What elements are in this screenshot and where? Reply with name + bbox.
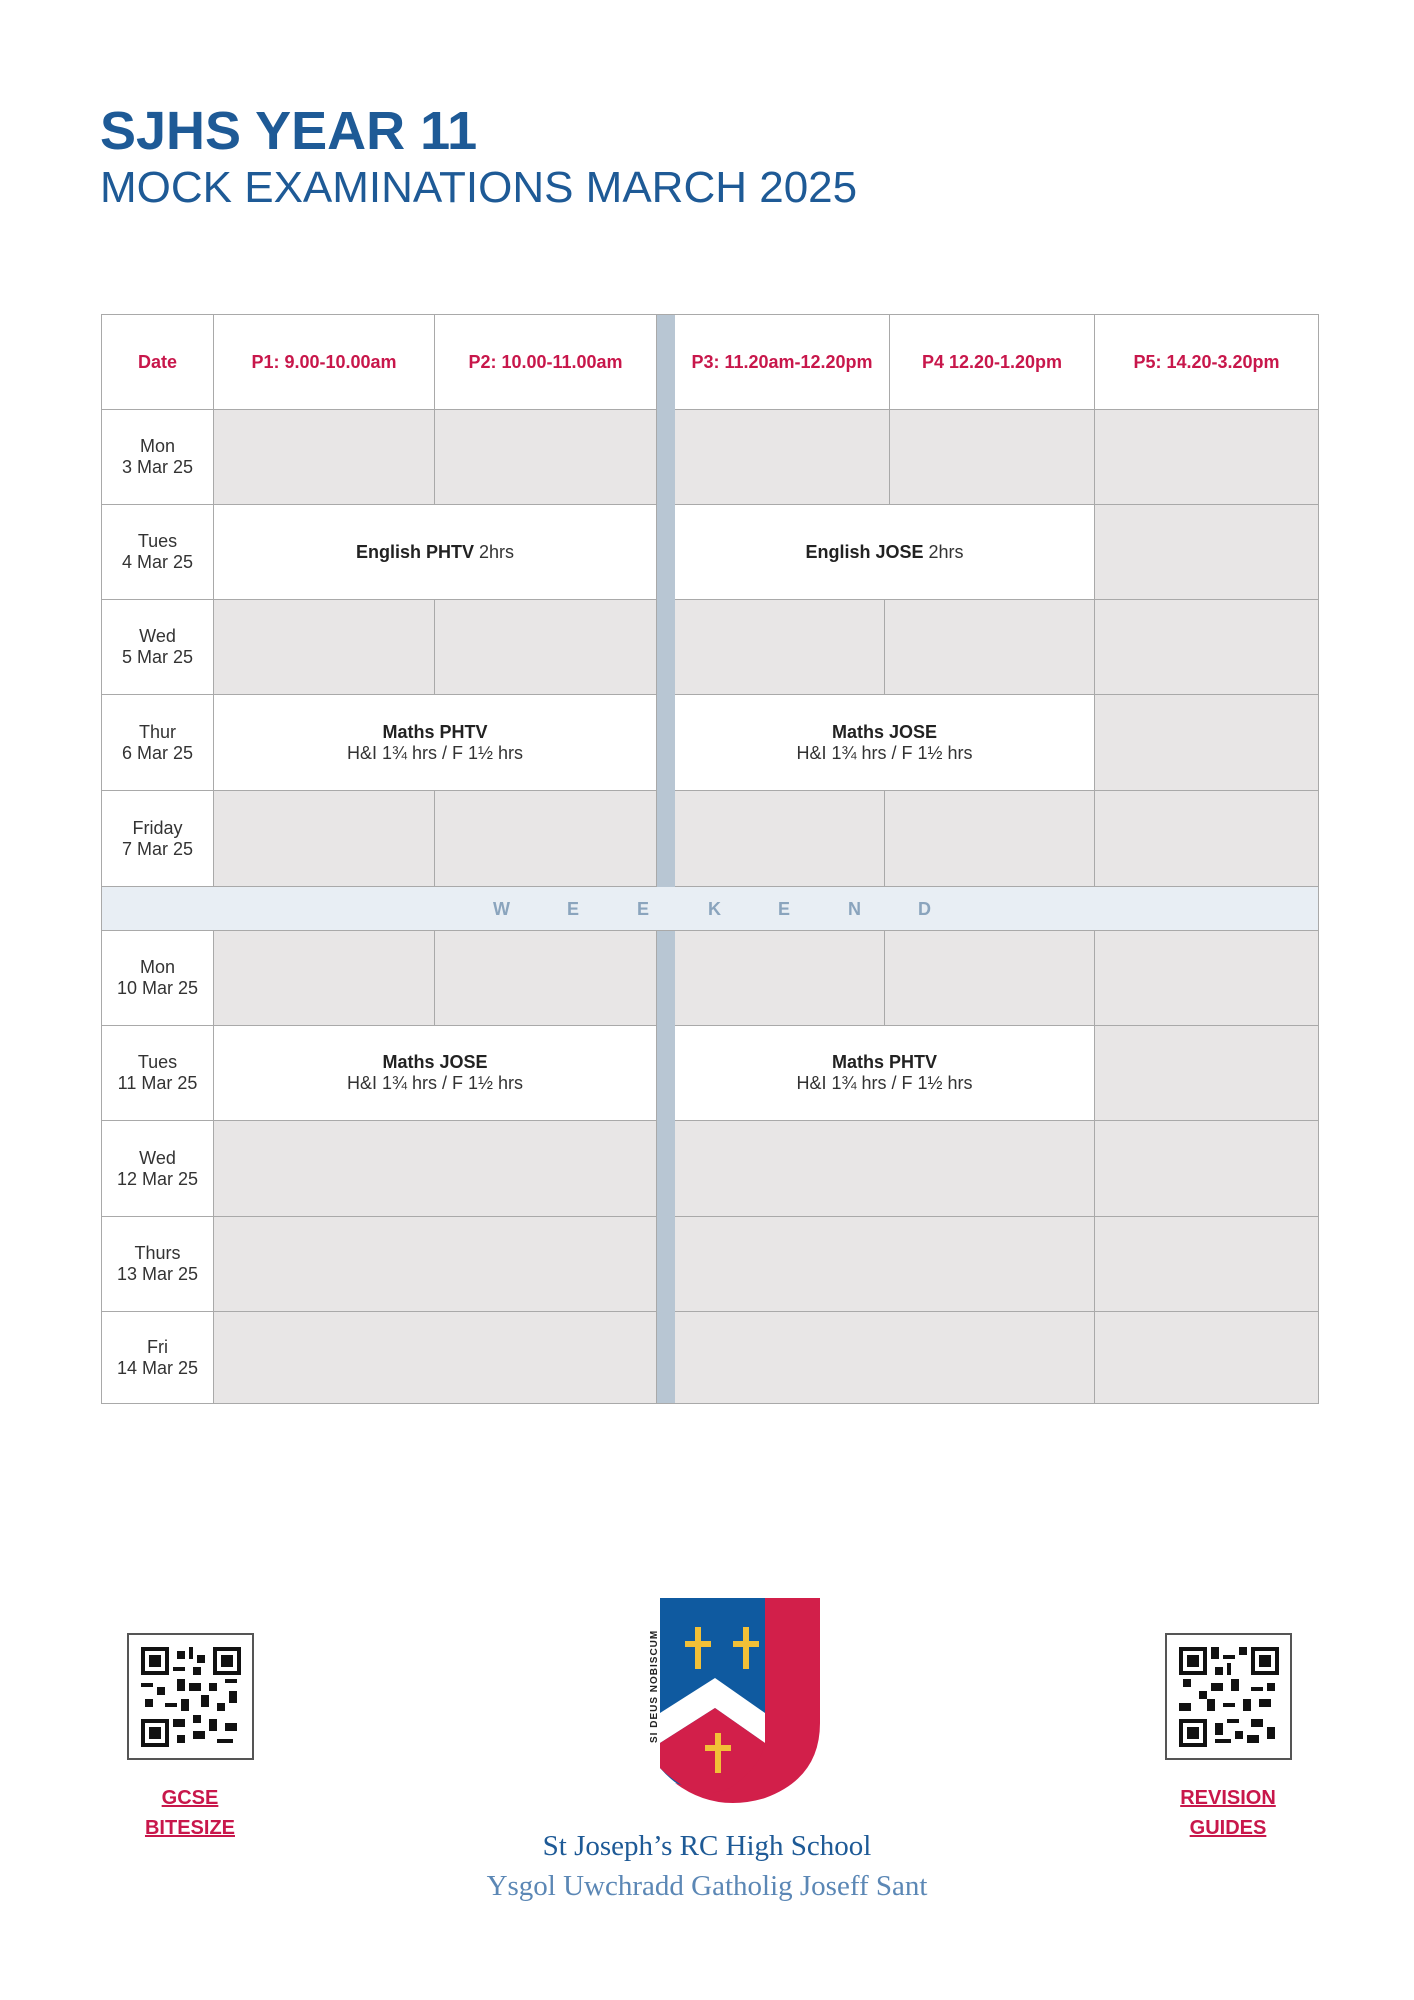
row-date <box>102 505 214 600</box>
empty-slot <box>1095 1312 1318 1403</box>
page-title: SJHS YEAR 11 <box>100 101 478 161</box>
row-date <box>102 410 214 505</box>
exam-duration: 2hrs <box>479 541 515 562</box>
row-date-value: 3 Mar 25 <box>121 457 194 477</box>
column-header-p1: P1: 9.00-10.00am <box>214 315 435 410</box>
row-date-value: 12 Mar 25 <box>116 1168 199 1189</box>
empty-slot <box>435 600 657 695</box>
empty-slot <box>1095 600 1318 695</box>
row-date <box>102 791 214 887</box>
empty-slot <box>214 1312 657 1403</box>
exam-detail: H&I 1¾ hrs / F 1½ hrs <box>346 742 524 763</box>
empty-slot <box>675 791 885 887</box>
empty-slot <box>885 791 1095 887</box>
empty-slot <box>885 600 1095 695</box>
school-crest-logo <box>635 1593 835 1813</box>
empty-slot <box>214 931 435 1026</box>
empty-slot <box>1095 931 1318 1026</box>
row-day: Thurs <box>134 1243 181 1263</box>
crest-motto: SI DEUS NOBISCUM <box>649 1629 660 1743</box>
empty-slot <box>675 1217 1095 1312</box>
row-day: Wed <box>139 1147 176 1168</box>
row-date <box>102 931 214 1026</box>
qr-code-revision-guides[interactable] <box>1165 1633 1292 1760</box>
row-date <box>102 1121 214 1217</box>
empty-slot <box>675 600 885 695</box>
empty-slot <box>1095 695 1318 791</box>
qr-code-icon <box>141 1647 241 1747</box>
row-date <box>102 1026 214 1121</box>
empty-slot <box>1095 1121 1318 1217</box>
exam-subject: English PHTV <box>355 541 474 562</box>
row-day: Fri <box>147 1336 168 1357</box>
link-line: GUIDES <box>1189 1817 1267 1839</box>
empty-slot <box>885 931 1095 1026</box>
exam-subject: English JOSE <box>805 541 924 562</box>
weekend-letter: N <box>848 899 861 919</box>
exam-subject: Maths JOSE <box>831 721 938 742</box>
weekend-letter: K <box>708 899 721 919</box>
empty-slot <box>1095 505 1318 600</box>
row-date <box>102 600 214 695</box>
school-name-welsh: Ysgol Uwchradd Gatholig Joseff Sant <box>486 1870 928 1902</box>
weekend-letter: E <box>567 899 580 919</box>
link-line: BITESIZE <box>144 1817 235 1839</box>
empty-slot <box>675 1121 1095 1217</box>
exam-subject: Maths PHTV <box>382 721 488 742</box>
row-date-value: 4 Mar 25 <box>121 552 194 572</box>
row-date <box>102 1312 214 1403</box>
empty-slot <box>214 600 435 695</box>
empty-slot <box>435 931 657 1026</box>
row-date <box>102 695 214 791</box>
exam-maths-phtv <box>214 695 657 791</box>
row-date-value: 6 Mar 25 <box>121 742 194 763</box>
break-divider <box>657 931 675 1403</box>
empty-slot <box>1095 1026 1318 1121</box>
link-line: REVISION <box>1180 1787 1276 1809</box>
row-day: Wed <box>139 626 176 646</box>
qr-code-bitesize[interactable] <box>127 1633 254 1760</box>
empty-slot <box>890 410 1095 505</box>
break-divider <box>657 315 675 887</box>
empty-slot <box>435 791 657 887</box>
row-day: Mon <box>139 957 175 977</box>
empty-slot <box>1095 410 1318 505</box>
weekend-letter: E <box>778 899 791 919</box>
row-date-value: 10 Mar 25 <box>116 978 199 998</box>
row-day: Friday <box>132 817 183 838</box>
column-header-p2: P2: 10.00-11.00am <box>435 315 657 410</box>
empty-slot <box>214 791 435 887</box>
empty-slot <box>675 410 890 505</box>
row-date-value: 14 Mar 25 <box>116 1357 199 1378</box>
weekend-letter: E <box>637 899 650 919</box>
page-subtitle: MOCK EXAMINATIONS MARCH 2025 <box>100 163 858 212</box>
row-day: Thur <box>138 721 176 742</box>
school-name: St Joseph’s RC High School <box>542 1830 872 1862</box>
column-header-p4: P4 12.20-1.20pm <box>890 315 1095 410</box>
exam-maths-phtv <box>675 1026 1095 1121</box>
exam-detail: H&I 1¾ hrs / F 1½ hrs <box>796 742 973 763</box>
weekend-letter: D <box>918 899 931 919</box>
empty-slot <box>1095 791 1318 887</box>
empty-slot <box>1095 1217 1318 1312</box>
empty-slot <box>675 931 885 1026</box>
exam-timetable <box>101 314 1319 1404</box>
exam-maths-jose <box>214 1026 657 1121</box>
exam-detail: H&I 1¾ hrs / F 1½ hrs <box>346 1073 524 1093</box>
link-line: GCSE <box>161 1787 219 1809</box>
exam-subject: Maths JOSE <box>382 1052 488 1072</box>
empty-slot <box>435 410 657 505</box>
row-date-value: 5 Mar 25 <box>121 647 194 667</box>
exam-english-phtv <box>214 505 657 600</box>
empty-slot <box>214 410 435 505</box>
qr-code-icon <box>1179 1647 1279 1747</box>
weekend-band <box>102 887 1318 931</box>
row-date-value: 11 Mar 25 <box>117 1073 198 1093</box>
empty-slot <box>214 1121 657 1217</box>
row-day: Tues <box>137 1052 178 1072</box>
row-date-value: 7 Mar 25 <box>121 838 194 859</box>
exam-subject: Maths PHTV <box>831 1052 937 1072</box>
row-date <box>102 1217 214 1312</box>
weekend-letter: W <box>493 899 510 919</box>
column-header-p3: P3: 11.20am-12.20pm <box>675 315 890 410</box>
exam-detail: H&I 1¾ hrs / F 1½ hrs <box>796 1073 973 1093</box>
exam-duration: 2hrs <box>928 541 964 562</box>
row-day: Mon <box>139 436 175 456</box>
exam-english-jose <box>675 505 1095 600</box>
row-day: Tues <box>137 531 178 551</box>
empty-slot <box>675 1312 1095 1403</box>
column-header-p5: P5: 14.20-3.20pm <box>1095 315 1318 410</box>
column-header-date: Date <box>102 315 214 410</box>
exam-maths-jose <box>675 695 1095 791</box>
empty-slot <box>214 1217 657 1312</box>
row-date-value: 13 Mar 25 <box>116 1264 199 1284</box>
